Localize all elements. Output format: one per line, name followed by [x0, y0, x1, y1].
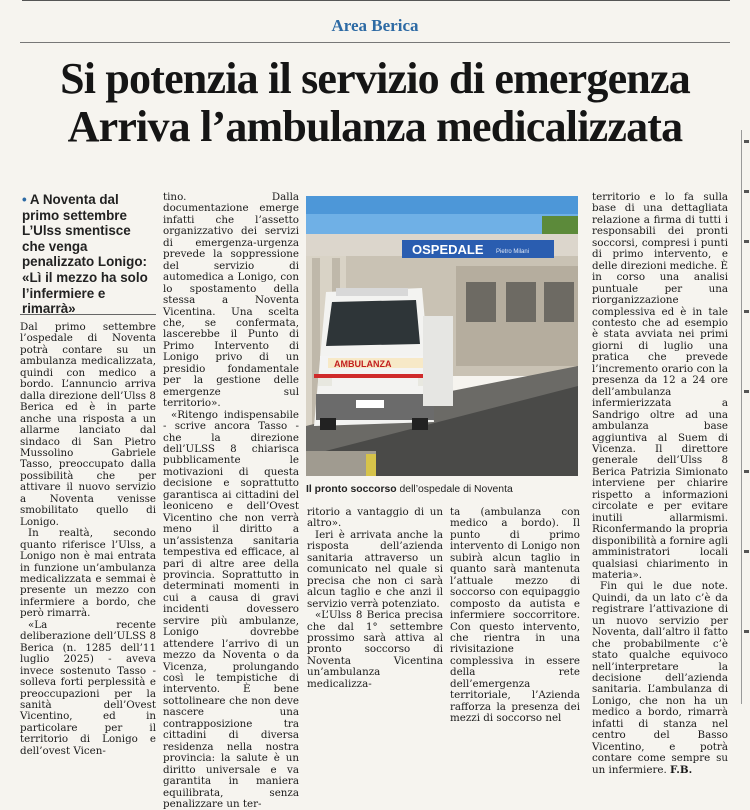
closing-paragraph: Fin qui le due note. Quindi, da un lato c’è da registrare l’attivazione di un nuovo servizio per Noventa, dall’altro il fatto che probabilmente c’è stato qualche equivoco nell’interpretare la decisione dell’azienda sanitaria. L’ambulanza di Lonigo, che non ha un medico a bordo, rimarrà infatti di stanza nel centro del Basso Vicentino, e potrà contare come sempre su un infermiere.: [592, 580, 728, 776]
top-rule: [22, 0, 730, 1]
caption-bold: Il pronto soccorso: [306, 484, 397, 495]
paragraph: Dal primo settembre l’ospedale di Noventa potrà contare su un ambulanza medicalizzata, quindi con medico a bordo. L’annuncio arriva dalla direzione dell’Ulss 8 Berica ed è in parte anche una risposta a un allarme lanciato dal sindaco di San Pietro Mussolino Gabriele Tasso, preoccupato dalla possibilità che per attivare il nuovo servizio a Noventa venisse smobilitato quello di Lonigo.: [20, 321, 156, 528]
paragraph: territorio e lo fa sulla base di una dettagliata relazione a firma di tutti i responsabili dei pronti soccorsi, compresi i punti di primo intervento, e delle direzioni mediche. È in corso una analisi puntuale per una riorganizzazione complessiva ed è in tale contesto che ad esempio è stata avviata nei primi giorni di luglio una pratica che prevede l’incremento orario con la presenza da 12 a 24 ore dell’ambulanza infermierizzata a Sandrigo oltre ad una ambulanza base aggiuntiva al Suem di Vicenza. Il direttore generale dell’Ulss 8 Berica Patrizia Simionato interviene per chiarire rispetto a informazioni circolate e per evitare inutili allarmismi. Riconfermando la propria disponibilità a fornire agli amministratori locali qualsiasi chiarimento in materia».: [592, 191, 728, 581]
article-column-3: [307, 507, 443, 690]
adjacent-page-edge: [741, 130, 750, 704]
hospital-sign-text: OSPEDALE: [412, 242, 484, 257]
paragraph: In realtà, secondo quanto riferisce l’Ulss, a Lonigo non è mai entrata in funzione un’ambulanza medicalizzata e semmai è presente un mezzo con infermiere a bordo, che però rimarrà.: [20, 527, 156, 620]
bullet-icon: •: [22, 192, 30, 207]
ambulance-photo: [306, 196, 578, 476]
caption-text: dell’ospedale di Noventa: [396, 484, 513, 495]
paragraph: «Ritengo indispensabile - scrive ancora Tasso - che la direzione dell’ULSS 8 chiarisca pubblicamente le motivazioni di questa decisione e soprattutto garantisca ai cittadini del leoniceno e dell’Ovest Vicentino che non verrà meno il diritto a un’assistenza sanitaria tempestiva ed efficace, al pari di altre aree della provincia. Soprattutto in determinati momenti in cui a causa di gravi incidenti dovessero servire più ambulanze, Lonigo dovrebbe attendere l’arrivo di un mezzo da Noventa o da Vicenza, prolungando così le tempistiche di intervento. È bene sottolineare che non deve nascere una contrapposizione tra cittadini di diversa residenza nella nostra provincia: la salute è un diritto universale e va garantita in maniera equilibrata, senza penalizzare un ter-: [163, 408, 299, 810]
paragraph: «L’Ulss 8 Berica precisa che dal 1° settembre prossimo sarà attiva al pronto soccorso di Noventa Vicentina un’ambulanza medicalizza-: [307, 609, 443, 690]
section-label: Area Berica: [331, 16, 419, 35]
author-signature: F.B.: [670, 763, 693, 776]
article-column-4: [450, 507, 580, 725]
summary-text: A Noventa dal primo settembre L’Ulss smentisce che venga penalizzato Lonigo: «Lì il mezzo ha solo l’infermiere e rimarrà»: [22, 192, 148, 317]
article-summary: [22, 192, 150, 317]
photo-caption: [306, 484, 582, 495]
paragraph: [592, 581, 728, 776]
section-rule: [20, 42, 730, 43]
summary-rule: [20, 314, 156, 315]
paragraph: «La recente deliberazione dell’ULSS 8 Berica (n. 1285 dell’11 luglio 2025) - aveva invece sostenuto Tasso - solleva forti perplessità e preoccupazioni per la sanità dell’Ovest Vicentino, ed in particolare per il territorio di Lonigo e dell’ovest Vicen-: [20, 618, 156, 757]
paragraph: tino. Dalla documentazione emerge infatti che l’assetto organizzativo dei servizi di emergenza-urgenza prevede la soppressione del servizio di automedica a Lonigo, con lo spostamento della stessa a Noventa Vicentina. Una scelta che, se confermata, lascerebbe il Punto di Primo Intervento di Lonigo privo di un presidio fondamentale per la gestione delle emergenze sul territorio».: [163, 191, 299, 410]
headline-line-1: Si potenzia il servizio di emergenza: [60, 54, 690, 103]
paragraph: ritorio a vantaggio di un altro».: [307, 506, 443, 530]
article-column-2: [163, 192, 299, 810]
article-column-1: [20, 322, 156, 757]
headline-line-2: Arriva l’ambulanza medicalizzata: [67, 102, 683, 151]
paragraph: Ieri è arrivata anche la risposta dell’azienda sanitaria attraverso un comunicato nel quale si precisa che non ci sarà alcun taglio e che anzi il servizio verrà potenziato.: [307, 528, 443, 610]
ambulance-text: AMBULANZA: [334, 359, 392, 369]
hospital-sign-subtext: Pietro Milani: [496, 249, 530, 255]
article-column-5: [592, 192, 728, 776]
ambulance-photo-illustration: [306, 196, 578, 476]
paragraph: ta (ambulanza con medico a bordo). Il punto di primo intervento di Lonigo non subirà alcun taglio in quanto sarà mantenuta l’attuale mezzo di soccorso con equipaggio composto da autista e infermiere soccorritore. Con questo intervento, che rientra in una rivisitazione complessiva in essere della rete dell’emergenza territoriale, l’Azienda rafforza la presenza dei mezzi di soccorso nel: [450, 506, 580, 725]
